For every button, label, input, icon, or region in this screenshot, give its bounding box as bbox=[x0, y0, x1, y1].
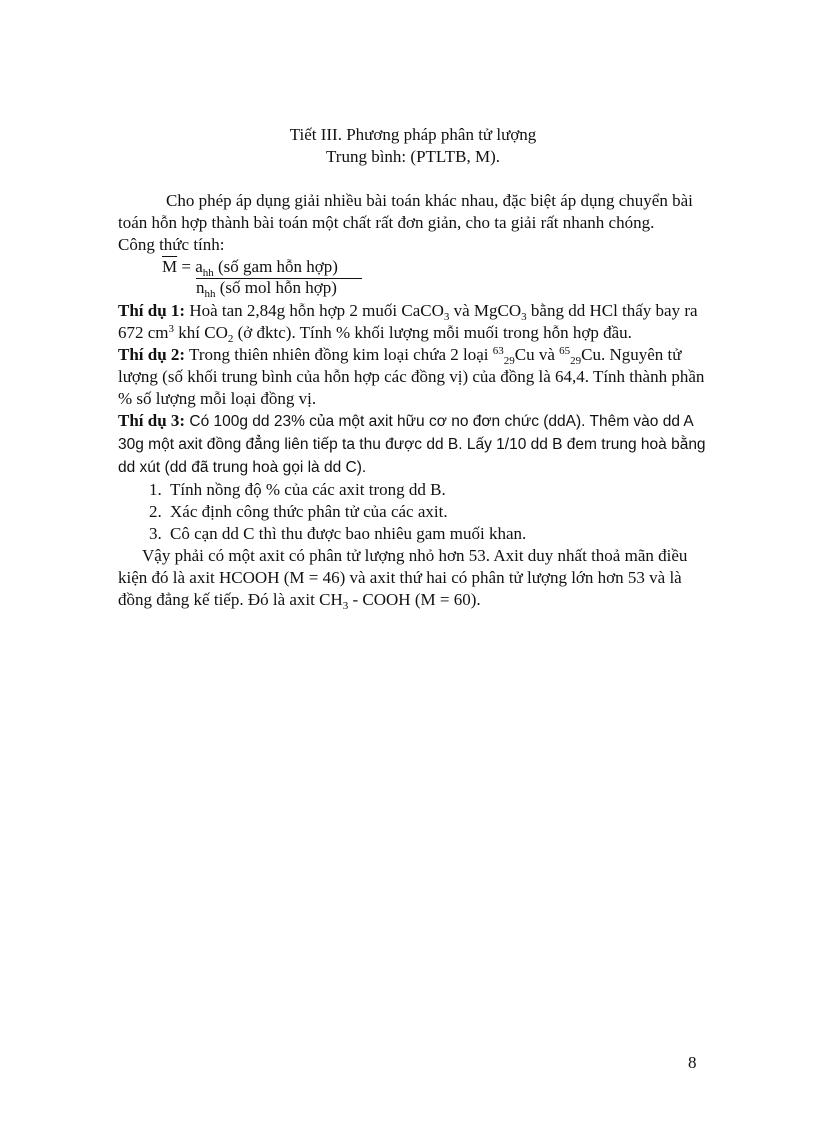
average-mass-formula bbox=[162, 256, 362, 300]
page-number: 8 bbox=[688, 1053, 697, 1072]
numerator-var: a bbox=[195, 257, 203, 276]
example-1-text: Hoà tan 2,84g hỗn hợp 2 muối CaCO bbox=[185, 301, 444, 320]
mass-number: 65 bbox=[559, 345, 571, 357]
subscript: 2 bbox=[227, 333, 234, 345]
denominator-sub: hh bbox=[204, 288, 216, 300]
example-2-text: Nguyên tử lượng (số khối trung bình của hỗn hợp các đồng vị) của đồng là 64,4. Tính thành phần % số lượng mỗi loại đồng vị. bbox=[118, 345, 705, 408]
formula-label: Công thức tính: bbox=[118, 235, 225, 254]
atomic-number: 29 bbox=[570, 355, 582, 367]
numerator-sub: hh bbox=[202, 267, 214, 279]
list-item: 2. Xác định công thức phân tử của các axit. bbox=[166, 501, 708, 523]
element-symbol: Cu. bbox=[581, 345, 606, 364]
subscript: 3 bbox=[342, 600, 349, 612]
conclusion-text: - COOH (M = 60). bbox=[348, 590, 481, 609]
example-3-questions bbox=[118, 479, 708, 545]
title-line-1: Tiết III. Phương pháp phân tử lượng bbox=[289, 125, 537, 144]
numerator-desc: (số gam hỗn hợp) bbox=[213, 257, 338, 276]
example-3-text: Có 100g dd 23% của một axit hữu cơ no đơn chức (ddA). Thêm vào dd A 30g một axit đồng đẳng liên tiếp ta thu được dd B. Lấy 1/10 dd B đem trung hoà bằng dd xút (dd đã trung hoà gọi là dd C). bbox=[118, 413, 706, 476]
mass-number: 63 bbox=[492, 345, 504, 357]
section-title bbox=[118, 124, 708, 168]
list-item: 3. Cô cạn dd C thì thu được bao nhiêu gam muối khan. bbox=[166, 523, 708, 545]
example-1-text: và MgCO bbox=[449, 301, 522, 320]
superscript: 3 bbox=[168, 323, 175, 335]
list-item: 1. Tính nồng độ % của các axit trong dd B. bbox=[166, 479, 708, 501]
example-1-text: bằng dd HCl thấy bay ra 672 cm bbox=[118, 301, 698, 342]
denominator-var: n bbox=[196, 278, 205, 297]
document-page bbox=[118, 124, 708, 611]
subscript: 3 bbox=[521, 311, 527, 323]
example-2 bbox=[118, 344, 708, 410]
example-2-label: Thí dụ 2: bbox=[118, 345, 186, 364]
formula-symbol: $\overline{M}$ bbox=[162, 257, 178, 276]
formula-denominator bbox=[196, 277, 337, 299]
denominator-desc: (số mol hỗn hợp) bbox=[215, 278, 337, 297]
example-1-text: khí CO bbox=[174, 323, 228, 342]
subscript: 3 bbox=[443, 311, 450, 323]
title-line-2: Trung bình: (PTLTB, M). bbox=[326, 147, 500, 166]
example-1-label: Thí dụ 1: bbox=[118, 301, 186, 320]
formula-numerator bbox=[162, 256, 338, 278]
conclusion-text: Vậy phải có một axit có phân tử lượng nhỏ hơn 53. Axit duy nhất thoả mãn điều kiện đó là axit HCOOH (M = 46) và axit thứ hai có phân tử lượng lớn hơn 53 và là đồng đẳng kế tiếp. Đó là axit CH bbox=[118, 546, 688, 609]
example-1 bbox=[118, 300, 708, 344]
formula-equals: = bbox=[177, 257, 196, 276]
element-symbol: Cu bbox=[514, 345, 535, 364]
atomic-number: 29 bbox=[503, 355, 515, 367]
example-2-text: và bbox=[534, 345, 560, 364]
conclusion-paragraph bbox=[118, 545, 708, 611]
example-2-text: Trong thiên nhiên đồng kim loại chứa 2 loại bbox=[185, 345, 493, 364]
intro-paragraph: Cho phép áp dụng giải nhiều bài toán khác nhau, đặc biệt áp dụng chuyển bài toán hỗn hợp thành bài toán một chất rất đơn giản, cho ta giải rất nhanh chóng. bbox=[118, 191, 693, 232]
example-1-text: (ở đktc). Tính % khối lượng mỗi muối trong hỗn hợp đầu. bbox=[233, 323, 632, 342]
example-3 bbox=[118, 410, 708, 479]
example-3-label: Thí dụ 3: bbox=[118, 411, 186, 430]
